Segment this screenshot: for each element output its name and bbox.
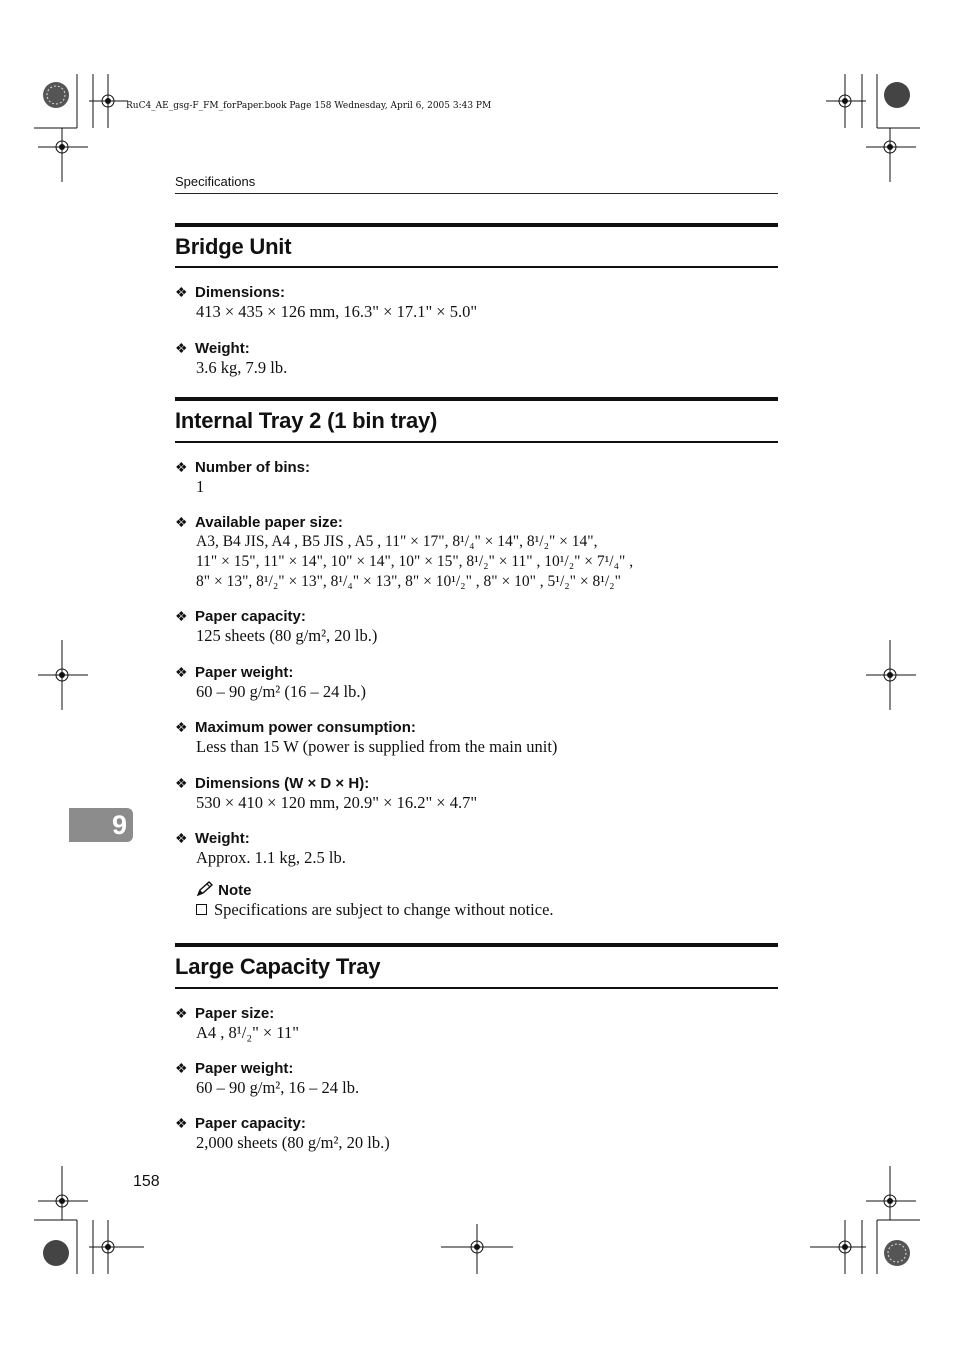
spec-value: Approx. 1.1 kg, 2.5 lb. xyxy=(196,848,346,867)
diamond-bullet-icon: ❖ xyxy=(175,608,188,624)
spec-value: 530 × 410 × 120 mm, 20.9" × 16.2" × 4.7" xyxy=(196,793,478,812)
diamond-bullet-icon: ❖ xyxy=(175,830,188,846)
spec-label: Maximum power consumption: xyxy=(195,719,416,736)
spec-label: Weight: xyxy=(195,830,250,847)
spec-value-line: 11" × 15", 11" × 14", 10" × 14", 10" × 15", 8¹/₂" × 11" , 10¹/₂" × 7¹/₄" , xyxy=(196,553,634,570)
spec-value: 125 sheets (80 g/m², 20 lb.) xyxy=(196,626,378,645)
diamond-bullet-icon: ❖ xyxy=(175,719,188,735)
diamond-bullet-icon: ❖ xyxy=(175,775,188,791)
spec-item xyxy=(175,718,785,757)
spec-value-line: 8" × 13", 8¹/₂" × 13", 8¹/₄" × 13", 8" × 10¹/₂" , 8" × 10" , 5¹/₂" × 8¹/₂" xyxy=(196,573,621,590)
spec-value: 3.6 kg, 7.9 lb. xyxy=(196,358,288,377)
spec-value: 60 – 90 g/m², 16 – 24 lb. xyxy=(196,1078,360,1097)
spec-label: Paper weight: xyxy=(195,664,294,681)
section-title-internal-tray-2: Internal Tray 2 (1 bin tray) xyxy=(175,397,778,443)
spec-label: Paper weight: xyxy=(195,1060,294,1077)
spec-item xyxy=(175,339,785,378)
diamond-bullet-icon: ❖ xyxy=(175,1060,188,1076)
running-head: Specifications xyxy=(175,174,778,194)
diamond-bullet-icon: ❖ xyxy=(175,664,188,680)
spec-item xyxy=(175,1059,785,1098)
section-title-bridge-unit: Bridge Unit xyxy=(175,223,778,268)
spec-item xyxy=(175,283,785,322)
spec-item xyxy=(175,513,785,592)
spec-item xyxy=(175,458,785,497)
spec-value: A4 , 8¹/₂" × 11" xyxy=(196,1023,299,1042)
spec-label: Dimensions: xyxy=(195,284,286,301)
spec-value: 1 xyxy=(196,477,205,496)
chapter-tab: 9 xyxy=(69,808,133,842)
spec-label: Available paper size: xyxy=(195,514,343,531)
diamond-bullet-icon: ❖ xyxy=(175,514,188,530)
page-number: 158 xyxy=(133,1173,160,1190)
spec-item xyxy=(175,1114,785,1153)
diamond-bullet-icon: ❖ xyxy=(175,1115,188,1131)
note-label: Note xyxy=(218,882,252,899)
spec-label: Weight: xyxy=(195,340,250,357)
note-text: Specifications are subject to change without notice. xyxy=(214,900,554,919)
section-title-large-capacity-tray: Large Capacity Tray xyxy=(175,943,778,989)
spec-label: Paper capacity: xyxy=(195,1115,306,1132)
spec-label: Number of bins: xyxy=(195,459,310,476)
spec-value: 413 × 435 × 126 mm, 16.3" × 17.1" × 5.0" xyxy=(196,302,478,321)
spec-item xyxy=(175,607,785,646)
spec-label: Paper capacity: xyxy=(195,608,306,625)
spec-item xyxy=(175,663,785,702)
spec-value-line: A3, B4 JIS, A4 , B5 JIS , A5 , 11" × 17", 8¹/₄" × 14", 8¹/₂" × 14", xyxy=(196,533,598,550)
diamond-bullet-icon: ❖ xyxy=(175,340,188,356)
spec-value: Less than 15 W (power is supplied from the main unit) xyxy=(196,737,558,756)
spec-item xyxy=(175,774,785,813)
diamond-bullet-icon: ❖ xyxy=(175,1005,188,1021)
spec-label: Dimensions (W × D × H): xyxy=(195,775,370,792)
print-header: RuC4_AE_gsg-F_FM_forPaper.book Page 158 Wednesday, April 6, 2005 3:43 PM xyxy=(126,101,492,111)
note-block xyxy=(196,881,786,921)
diamond-bullet-icon: ❖ xyxy=(175,459,188,475)
spec-value: 60 – 90 g/m² (16 – 24 lb.) xyxy=(196,682,366,701)
checkbox-icon xyxy=(196,904,207,915)
spec-label: Paper size: xyxy=(195,1005,275,1022)
spec-item xyxy=(175,829,785,868)
spec-value: 2,000 sheets (80 g/m², 20 lb.) xyxy=(196,1133,390,1152)
diamond-bullet-icon: ❖ xyxy=(175,284,188,300)
pencil-note-icon xyxy=(196,881,214,897)
spec-item xyxy=(175,1004,785,1043)
